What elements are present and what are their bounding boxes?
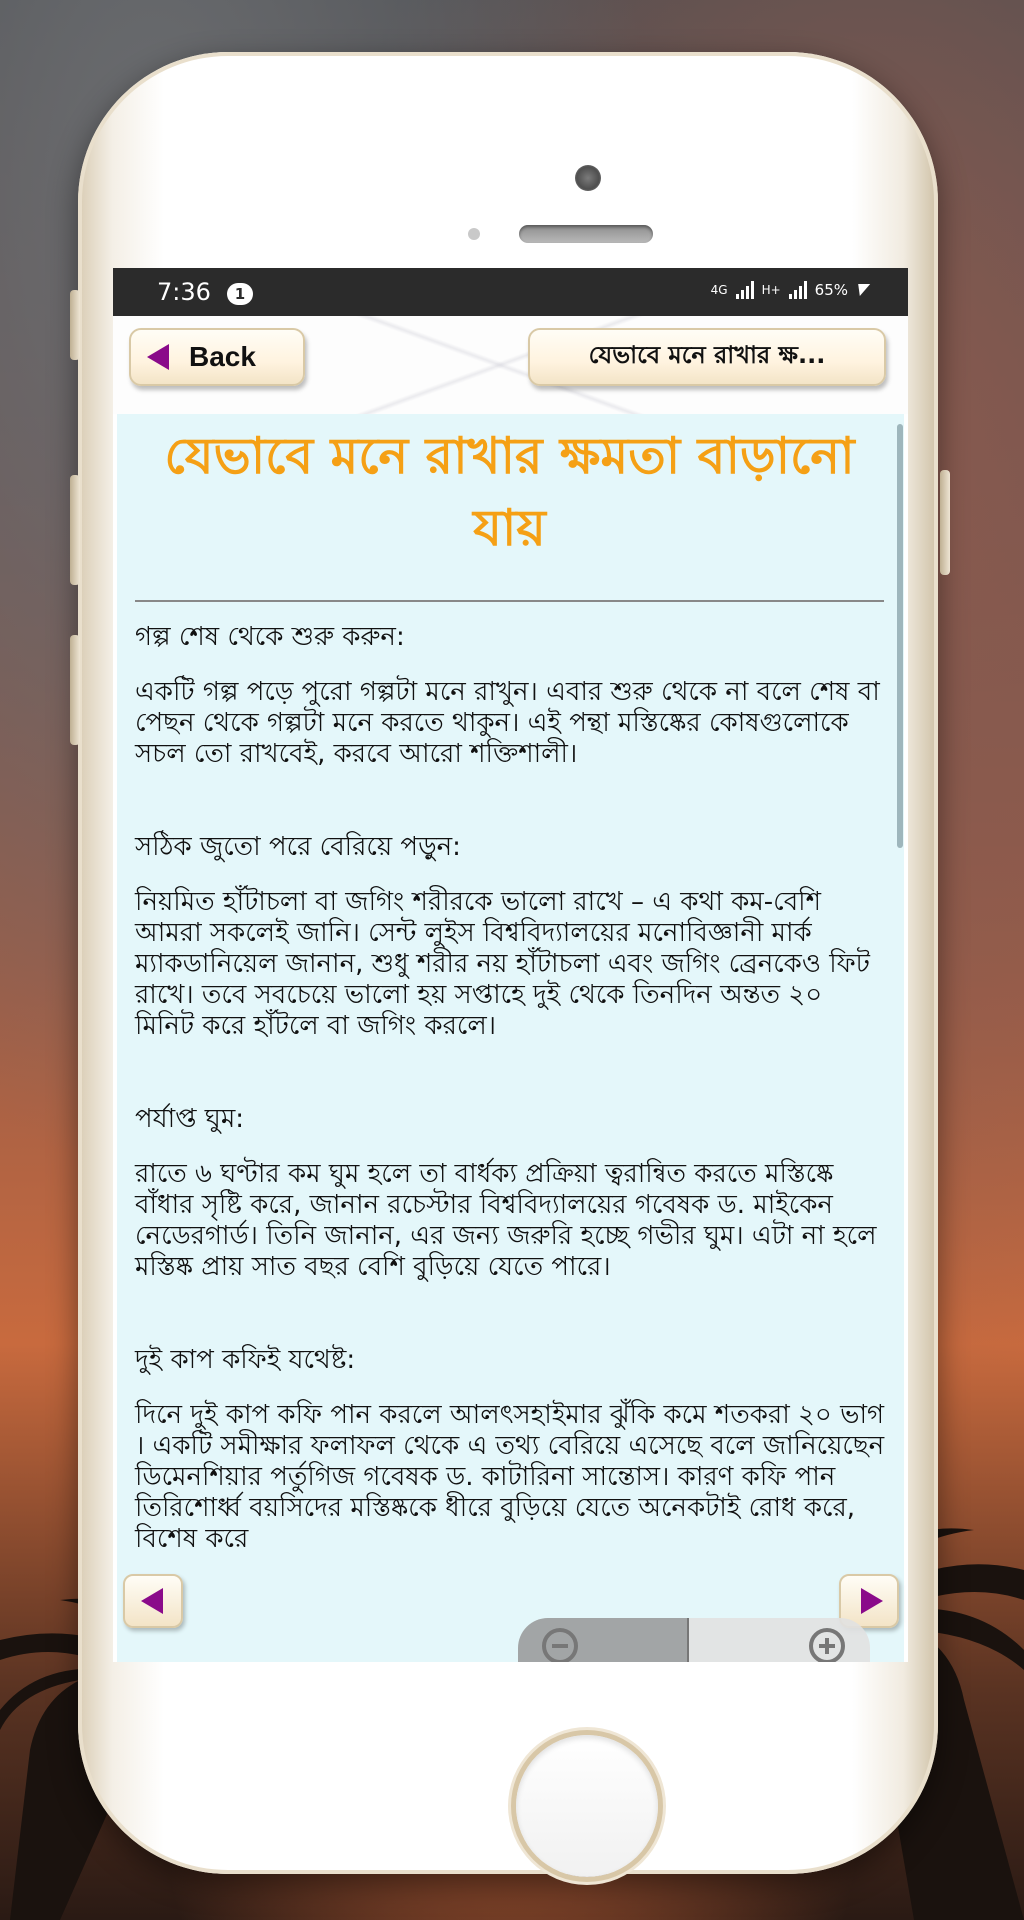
zoom-in-button[interactable] bbox=[687, 1618, 870, 1662]
volume-down-button bbox=[70, 635, 80, 745]
signal-1-icon bbox=[736, 281, 754, 299]
article-content[interactable] bbox=[117, 414, 904, 1662]
article-body bbox=[135, 610, 887, 1617]
previous-page-button[interactable] bbox=[123, 1574, 183, 1628]
scrollbar[interactable] bbox=[897, 424, 903, 848]
section-paragraph: রাতে ৬ ঘণ্টার কম ঘুম হলে তা বার্ধক্য প্রক্রিয়া ত্বরান্বিত করতে মস্তিষ্কে বাঁধার সৃষ্টি করে, জানান রচেস্টার বিশ্ববিদ্যালয়ের গবেষক ড. মাইকেন নেডেরগার্ড। তিনি জানান, এর জন্য জরুরি হচ্ছে গভীর ঘুম। এটা না হলে মস্তিষ্ক প্রায় সাত বছর বেশি বুড়িয়ে যেতে পারে। bbox=[135, 1159, 877, 1282]
section-heading: পর্যাপ্ত ঘুম: bbox=[135, 1104, 245, 1134]
section-heading: গল্প শেষ থেকে শুরু করুন: bbox=[135, 622, 405, 652]
section-paragraph: দিনে দুই কাপ কফি পান করলে আলৎসহাইমার ঝুঁকি কমে শতকরা ২০ ভাগ । একটি সমীক্ষার ফলাফল থেকে এ তথ্য বেরিয়ে এসেছে বলে জানিয়েছেন ডিমেনশিয়ার পর্তুগিজ গবেষক ড. কাটারিনা সান্তোস। কারণ কফি পান তিরিশোর্ধ্ব বয়সিদের মস্তিষ্ককে ধীরে বুড়িয়ে যেতে অনেকটাই রোধ করে, বিশেষ করে bbox=[135, 1400, 885, 1554]
home-button[interactable] bbox=[516, 1735, 658, 1877]
zoom-controls bbox=[518, 1618, 870, 1662]
back-arrow-icon bbox=[147, 344, 169, 370]
status-bar bbox=[113, 268, 908, 316]
front-camera bbox=[575, 165, 601, 191]
volume-up-button bbox=[70, 475, 80, 585]
network-type-1: 4G bbox=[710, 283, 728, 297]
section-paragraph: নিয়মিত হাঁটাচলা বা জগিং শরীরকে ভালো রাখে – এ কথা কম-বেশি আমরা সকলেই জানি। সেন্ট লুইস বিশ্ববিদ্যালয়ের মনোবিজ্ঞানী মার্ক ম্যাকডানিয়েল জানান, শুধু শরীর নয় হাঁটাচলা এবং জগিং ব্রেনকেও ফিট রাখে। তবে সবচেয়ে ভালো হয় সপ্তাহে দুই থেকে তিনদিন অন্তত ২০ মিনিট করে হাঁটলে বা জগিং করলে। bbox=[135, 887, 870, 1041]
proximity-sensor bbox=[468, 228, 480, 240]
title-divider bbox=[135, 600, 884, 602]
next-arrow-icon bbox=[861, 1588, 883, 1614]
back-button-label: Back bbox=[189, 341, 256, 372]
earpiece-speaker bbox=[519, 225, 653, 243]
zoom-out-icon bbox=[542, 1628, 578, 1662]
signal-2-icon bbox=[789, 281, 807, 299]
previous-arrow-icon bbox=[141, 1588, 163, 1614]
battery-percent: 65% bbox=[814, 281, 848, 299]
article-title-button[interactable] bbox=[528, 328, 886, 386]
status-icons bbox=[711, 281, 868, 299]
zoom-out-button[interactable] bbox=[518, 1618, 687, 1662]
power-button bbox=[940, 470, 950, 575]
notification-badge: 1 bbox=[227, 283, 253, 305]
article-title: যেভাবে মনে রাখার ক্ষমতা বাড়ানো যায় bbox=[164, 427, 855, 557]
network-type-2: H+ bbox=[761, 283, 781, 297]
section-heading: দুই কাপ কফিই যথেষ্ট: bbox=[135, 1345, 356, 1375]
back-button[interactable] bbox=[129, 328, 305, 386]
charging-bolt-icon bbox=[854, 284, 870, 296]
zoom-in-icon bbox=[809, 1628, 845, 1662]
section-heading: সঠিক জুতো পরে বেরিয়ে পড়ুন: bbox=[135, 832, 461, 862]
mute-switch bbox=[70, 290, 80, 360]
top-toolbar bbox=[113, 316, 908, 414]
status-time: 7:36 bbox=[157, 278, 211, 306]
article-title-button-label: যেভাবে মনে রাখার ক্ষ... bbox=[588, 341, 826, 369]
section-paragraph: একটি গল্প পড়ে পুরো গল্পটা মনে রাখুন। এবার শুরু থেকে না বলে শেষ বা পেছন থেকে গল্পটা মনে করতে থাকুন। এই পন্থা মস্তিষ্কের কোষগুলোকে সচল তো রাখবেই, করবে আরো শক্তিশালী। bbox=[135, 677, 880, 769]
phone-screen bbox=[113, 268, 908, 1662]
